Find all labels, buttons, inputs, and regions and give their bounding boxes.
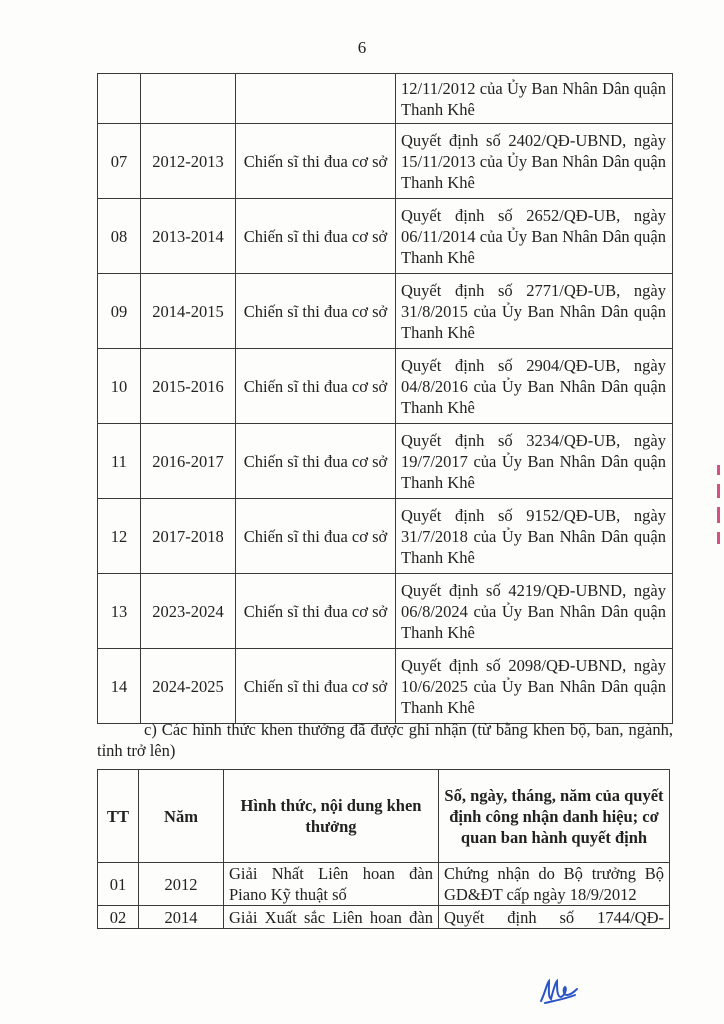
- cell-award: Giải Nhất Liên hoan đàn Piano Kỹ thuật số: [224, 863, 439, 906]
- cell-tt: 01: [98, 863, 139, 906]
- cell-year: 2023-2024: [141, 574, 236, 649]
- cell-year: 2016-2017: [141, 424, 236, 499]
- cell-title: [236, 74, 396, 124]
- cell-title: Chiến sĩ thi đua cơ sở: [236, 349, 396, 424]
- cell-title: Chiến sĩ thi đua cơ sở: [236, 574, 396, 649]
- cell-tt: [98, 74, 141, 124]
- cell-decision: Chứng nhận do Bộ trưởng Bộ GD&ĐT cấp ngày 18/9/2012: [439, 863, 670, 906]
- cell-decision: Quyết định số 9152/QĐ-UB, ngày 31/7/2018 của Ủy Ban Nhân Dân quận Thanh Khê: [396, 499, 673, 574]
- header-tt: TT: [98, 770, 139, 863]
- table-row: [98, 906, 670, 929]
- header-award: Hình thức, nội dung khen thưởng: [224, 770, 439, 863]
- cell-decision: Quyết định số 1744/QĐ-: [439, 906, 670, 929]
- table-row: [98, 349, 673, 424]
- cell-decision: Quyết định số 2904/QĐ-UB, ngày 04/8/2016 của Ủy Ban Nhân Dân quận Thanh Khê: [396, 349, 673, 424]
- cell-tt: 11: [98, 424, 141, 499]
- table-row: [98, 199, 673, 274]
- cell-year: 2017-2018: [141, 499, 236, 574]
- cell-tt: 07: [98, 124, 141, 199]
- emulation-titles-table: [97, 73, 673, 724]
- table-header-row: [98, 770, 670, 863]
- cell-year: 2014: [139, 906, 224, 929]
- table-row: [98, 274, 673, 349]
- awards-table: [97, 769, 670, 929]
- cell-title: Chiến sĩ thi đua cơ sở: [236, 649, 396, 724]
- cell-tt: 02: [98, 906, 139, 929]
- cell-year: 2013-2014: [141, 199, 236, 274]
- table-row: [98, 863, 670, 906]
- table-row: [98, 424, 673, 499]
- cell-decision: Quyết định số 2098/QĐ-UBND, ngày 10/6/2025 của Ủy Ban Nhân Dân quận Thanh Khê: [396, 649, 673, 724]
- table-row: [98, 574, 673, 649]
- cell-year: 2014-2015: [141, 274, 236, 349]
- table-row: [98, 124, 673, 199]
- margin-stamp-marks: [717, 465, 722, 580]
- table-row: [98, 649, 673, 724]
- cell-title: Chiến sĩ thi đua cơ sở: [236, 124, 396, 199]
- cell-tt: 13: [98, 574, 141, 649]
- cell-decision: Quyết định số 2652/QĐ-UB, ngày 06/11/2014 của Ủy Ban Nhân Dân quận Thanh Khê: [396, 199, 673, 274]
- cell-title: Chiến sĩ thi đua cơ sở: [236, 274, 396, 349]
- signature-icon: [535, 975, 585, 1005]
- cell-year: 2012: [139, 863, 224, 906]
- cell-award: Giải Xuất sắc Liên hoan đàn: [224, 906, 439, 929]
- cell-decision: 12/11/2012 của Ủy Ban Nhân Dân quận Thanh Khê: [396, 74, 673, 124]
- cell-decision: Quyết định số 2771/QĐ-UB, ngày 31/8/2015 của Ủy Ban Nhân Dân quận Thanh Khê: [396, 274, 673, 349]
- table-row: [98, 74, 673, 124]
- cell-tt: 10: [98, 349, 141, 424]
- cell-decision: Quyết định số 4219/QĐ-UBND, ngày 06/8/2024 của Ủy Ban Nhân Dân quận Thanh Khê: [396, 574, 673, 649]
- cell-title: Chiến sĩ thi đua cơ sở: [236, 499, 396, 574]
- cell-year: 2012-2013: [141, 124, 236, 199]
- table-row: [98, 499, 673, 574]
- header-decision: Số, ngày, tháng, năm của quyết định công nhận danh hiệu; cơ quan ban hành quyết định: [439, 770, 670, 863]
- cell-year: [141, 74, 236, 124]
- cell-year: 2015-2016: [141, 349, 236, 424]
- cell-tt: 08: [98, 199, 141, 274]
- cell-year: 2024-2025: [141, 649, 236, 724]
- page-number: 6: [357, 38, 367, 57]
- section-c-heading: c) Các hình thức khen thưởng đã được ghi nhận (từ bằng khen bộ, ban, ngành, tỉnh trở lên): [97, 720, 673, 760]
- cell-decision: Quyết định số 3234/QĐ-UB, ngày 19/7/2017 của Ủy Ban Nhân Dân quận Thanh Khê: [396, 424, 673, 499]
- cell-tt: 14: [98, 649, 141, 724]
- cell-title: Chiến sĩ thi đua cơ sở: [236, 199, 396, 274]
- header-year: Năm: [139, 770, 224, 863]
- cell-tt: 09: [98, 274, 141, 349]
- cell-decision: Quyết định số 2402/QĐ-UBND, ngày 15/11/2013 của Ủy Ban Nhân Dân quận Thanh Khê: [396, 124, 673, 199]
- cell-title: Chiến sĩ thi đua cơ sở: [236, 424, 396, 499]
- cell-tt: 12: [98, 499, 141, 574]
